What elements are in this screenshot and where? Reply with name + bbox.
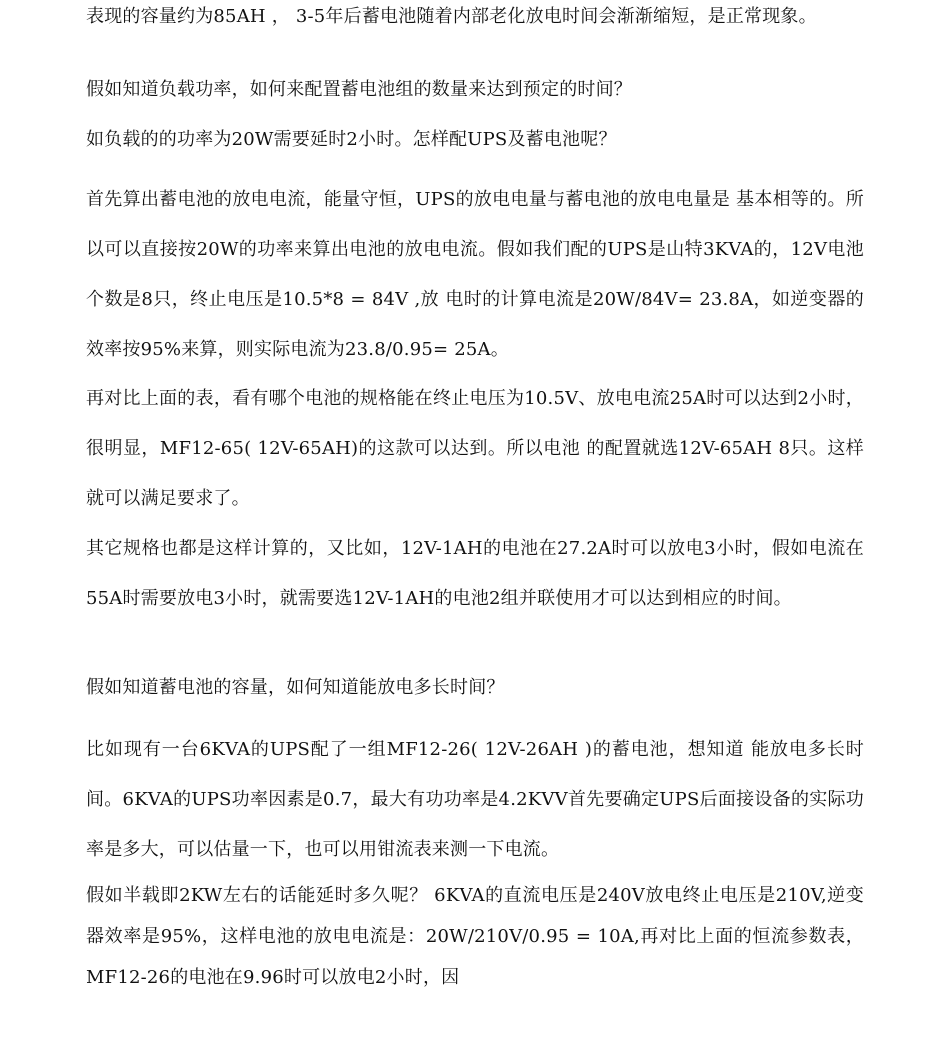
paragraph-question-configure-battery: 假如知道负载功率，如何来配置蓄电池组的数量来达到预定的时间？: [86, 79, 632, 100]
paragraph-compare-table: 再对比上面的表，看有哪个电池的规格能在终止电压为10.5V、放电电流25A时可以达到2小时，很明显，MF12-65( 12V-65AH)的这款可以达到。所以电池 的配置就选12V-65AH 8只。这样就可以满足要求了。: [86, 388, 864, 509]
paragraph-other-specs: 其它规格也都是这样计算的，又比如，12V-1AH的电池在27.2A时可以放电3小时，假如电流在55A时需要放电3小时，就需要选12V-1AH的电池2组并联使用才可以达到相应的时间。: [86, 538, 864, 609]
paragraph-half-load: 假如半载即2KW左右的话能延时多久呢？ 6KVA的直流电压是240V放电终止电压是210V,逆变器效率是95%，这样电池的放电电流是：20W/210V/0.95 = 10A,再对比上面的恒流参数表，MF12-26的电池在9.96时可以放电2小时，因: [86, 885, 864, 988]
paragraph-6kva-example: 比如现有一台6KVA的UPS配了一组MF12-26( 12V-26AH )的蓄电池，想知道 能放电多长时间。6KVA的UPS功率因素是0.7，最大有功功率是4.2KVV首先要确定UPS后面接设备的实际功率是多大，可以估量一下，也可以用钳流表来测一下电流。: [86, 739, 864, 860]
paragraph-capacity-aging: 表现的容量约为85AH ， 3-5年后蓄电池随着内部老化放电时间会渐渐缩短，是正常现象。: [86, 6, 817, 27]
paragraph-question-discharge-time: 假如知道蓄电池的容量，如何知道能放电多长时间？: [86, 677, 505, 698]
paragraph-discharge-current-calc: 首先算出蓄电池的放电电流，能量守恒，UPS的放电电量与蓄电池的放电电量是 基本相等的。所以可以直接按20W的功率来算出电池的放电电流。假如我们配的UPS是山特3KVA的，12V电池个数是8只，终止电压是10.5*8 = 84V ,放 电时的计算电流是20W/84V= 23.8A，如逆变器的效率按95%来算，则实际电流为23.8/0.95= 25A。: [86, 189, 864, 360]
paragraph-example-load: 如负载的的功率为20W需要延时2小时。怎样配UPS及蓄电池呢？: [86, 129, 617, 150]
